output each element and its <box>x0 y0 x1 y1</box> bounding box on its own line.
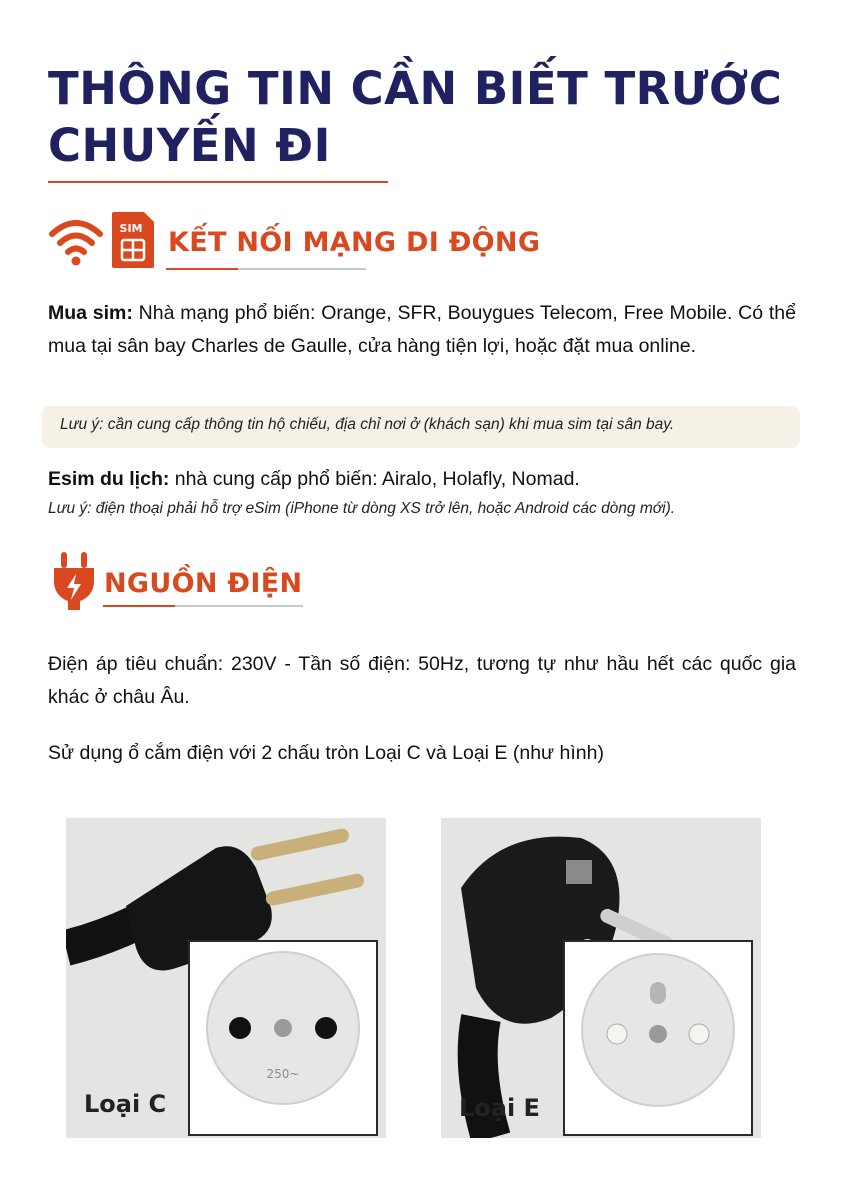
type-e-socket <box>565 942 751 1134</box>
wifi-icon <box>48 214 104 266</box>
sim-note-box <box>42 406 800 448</box>
page-title-line-1: THÔNG TIN CẦN BIẾT TRƯỚC <box>48 62 783 115</box>
plug-type-paragraph: Sử dụng ổ cắm điện với 2 chấu tròn Loại C và Loại E (như hình) <box>48 742 604 764</box>
mobile-section-header <box>48 210 540 270</box>
title-divider <box>48 181 388 183</box>
socket-rating: 250~ <box>266 1067 300 1081</box>
esim-text: nhà cung cấp phổ biến: Airalo, Holafly, Nomad. <box>169 468 580 490</box>
type-c-socket-frame <box>188 940 378 1136</box>
buy-sim-paragraph <box>48 297 796 363</box>
esim-paragraph <box>48 463 796 496</box>
esim-label: Esim du lịch: <box>48 468 170 490</box>
buy-sim-label: Mua sim: <box>48 302 133 324</box>
page-title <box>48 60 808 174</box>
page-title-line-2: CHUYẾN ĐI <box>48 119 331 172</box>
plug-type-c-image <box>66 818 386 1138</box>
sim-card-icon <box>110 210 158 270</box>
plug-type-e-image <box>441 818 761 1138</box>
sim-icon-label: SIM <box>119 222 143 235</box>
power-plug-icon <box>52 552 96 612</box>
sim-note-text: Lưu ý: cần cung cấp thông tin hộ chiếu, địa chỉ nơi ở (khách sạn) khi mua sim tại sân bay. <box>60 416 675 433</box>
type-e-label: Loại E <box>459 1094 540 1122</box>
type-c-label: Loại C <box>84 1090 167 1118</box>
power-section-header <box>52 552 302 612</box>
power-heading-underline <box>103 605 303 607</box>
voltage-paragraph: Điện áp tiêu chuẩn: 230V - Tần số điện: 50Hz, tương tự như hầu hết các quốc gia khác ở châu Âu. <box>48 653 796 708</box>
esim-note: Lưu ý: điện thoại phải hỗ trợ eSim (iPhone từ dòng XS trở lên, hoặc Android các dòng mới). <box>48 500 676 517</box>
mobile-heading-underline <box>166 268 366 270</box>
type-e-socket-frame <box>563 940 753 1136</box>
buy-sim-text: Nhà mạng phổ biến: Orange, SFR, Bouygues Telecom, Free Mobile. Có thể mua tại sân bay Charles de Gaulle, cửa hàng tiện lợi, hoặc đặt mua online. <box>48 302 796 357</box>
power-section-title: NGUỒN ĐIỆN <box>104 567 303 599</box>
mobile-section-title: KẾT NỐI MẠNG DI ĐỘNG <box>168 226 541 258</box>
type-c-socket <box>190 942 376 1134</box>
